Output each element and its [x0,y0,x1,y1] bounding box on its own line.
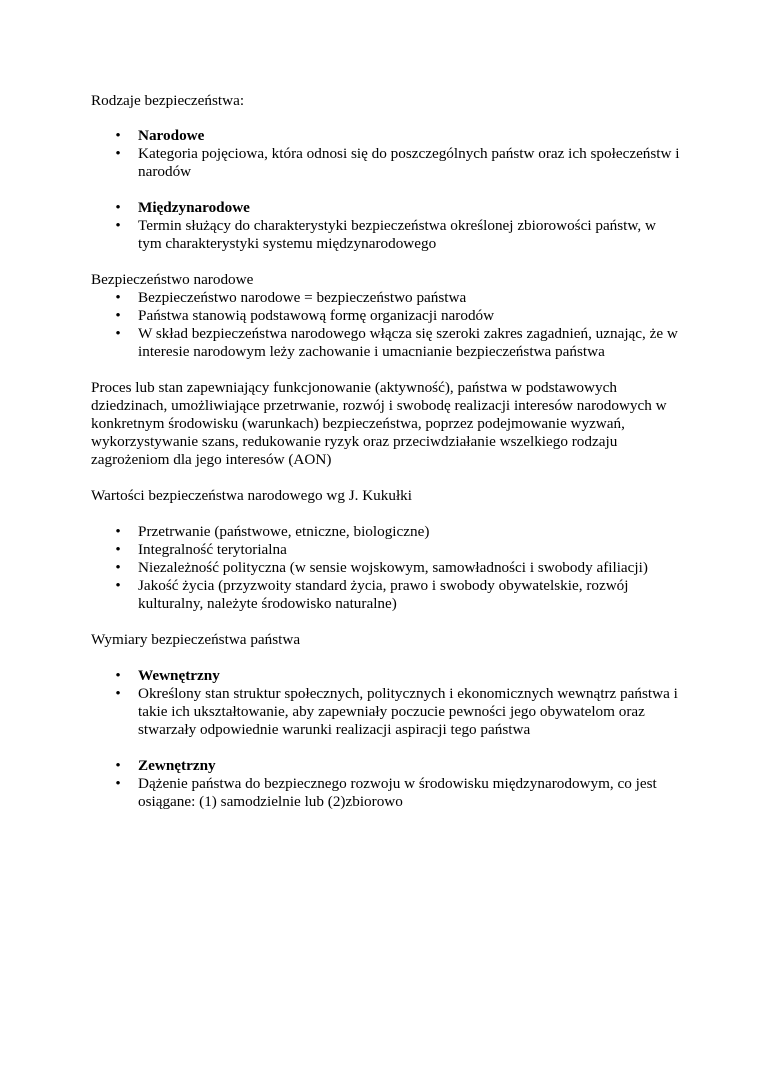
bullet-title: Zewnętrzny [138,757,216,774]
bullet-text: Jakość życia (przyzwoity standard życia, prawo i swobody obywatelskie, rozwój kulturalny, należyte środowisko naturalne) [138,577,629,612]
bullet-text: Dążenie państwa do bezpiecznego rozwoju w środowisku międzynarodowym, co jest osiągane: (1) samodzielnie lub (2)zbiorowo [138,775,657,810]
bullet-icon: • [115,775,121,792]
bullet-icon: • [115,289,121,306]
section-heading-rodzaje: Rodzaje bezpieczeństwa: [91,92,245,109]
list-item [91,667,681,685]
list-item [91,217,681,253]
bullet-icon: • [115,685,121,702]
bullet-icon: • [115,523,121,540]
list-item [91,541,681,559]
list-item [91,289,681,307]
bullet-text: Państwa stanowią podstawową formę organizacji narodów [138,307,495,324]
bullet-text: Bezpieczeństwo narodowe = bezpieczeństwo państwa [138,289,467,306]
bullet-icon: • [115,127,121,144]
bullet-icon: • [115,667,121,684]
bullet-icon: • [115,577,121,594]
bullet-text: Kategoria pojęciowa, która odnosi się do poszczególnych państw oraz ich społeczeństw i narodów [138,145,680,180]
list-item [91,685,681,739]
list-item [91,757,681,775]
bullet-text: Niezależność polityczna (w sensie wojskowym, samowładności i swobody afiliacji) [138,559,648,576]
bullet-title: Międzynarodowe [138,199,250,216]
list-item [91,775,681,811]
list-item [91,325,681,361]
bullet-icon: • [115,757,121,774]
bullet-text: Termin służący do charakterystyki bezpieczeństwa określonej zbiorowości państw, w tym charakterystyki systemu międzynarodowego [138,217,656,252]
definition-paragraph: Proces lub stan zapewniający funkcjonowanie (aktywność), państwa w podstawowych dziedzinach, umożliwiające przetrwanie, rozwój i swobodę realizacji interesów narodowych w konkretnym środowisku (warunkach) bezpieczeństwa, poprzez podejmowanie wyzwań, wykorzystywanie szans, redukowanie ryzyk oraz przeciwdziałanie wszelkiego rodzaju zagrożeniom dla jego interesów (AON) [91,379,667,468]
section-heading-wartosci: Wartości bezpieczeństwa narodowego wg J. Kukułki [91,487,412,504]
list-item [91,523,681,541]
bullet-text: Integralność terytorialna [138,541,287,558]
section-heading-bezpieczenstwo-narodowe: Bezpieczeństwo narodowe [91,271,254,288]
list-item [91,199,681,217]
list-item [91,307,681,325]
list-item [91,145,681,181]
list-item [91,577,681,613]
bullet-icon: • [115,199,121,216]
bullet-icon: • [115,559,121,576]
bullet-icon: • [115,307,121,324]
bullet-title: Wewnętrzny [138,667,220,684]
bullet-list-wewnetrzny [91,667,681,739]
section-heading-wymiary: Wymiary bezpieczeństwa państwa [91,631,301,648]
bullet-list-narodowe [91,127,681,181]
bullet-icon: • [115,541,121,558]
bullet-list-wartosci [91,523,681,613]
bullet-text: W skład bezpieczeństwa narodowego włącza się szeroki zakres zagadnień, uznając, że w interesie narodowym leży zachowanie i umacnianie bezpieczeństwa państwa [138,325,678,360]
bullet-icon: • [115,145,121,162]
bullet-list-zewnetrzny [91,757,681,811]
bullet-title: Narodowe [138,127,205,144]
bullet-text: Przetrwanie (państwowe, etniczne, biologiczne) [138,523,430,540]
bullet-icon: • [115,217,121,234]
document-body [91,92,681,811]
bullet-list-bezpieczenstwo-narodowe [91,289,681,361]
list-item [91,559,681,577]
list-item [91,127,681,145]
bullet-text: Określony stan struktur społecznych, politycznych i ekonomicznych wewnątrz państwa i takie ich ukształtowanie, aby zapewniały poczucie pewności jego obywatelom oraz stwarzały odpowiednie warunki realizacji aspiracji tego państwa [138,685,678,738]
bullet-list-miedzynarodowe [91,199,681,253]
bullet-icon: • [115,325,121,342]
